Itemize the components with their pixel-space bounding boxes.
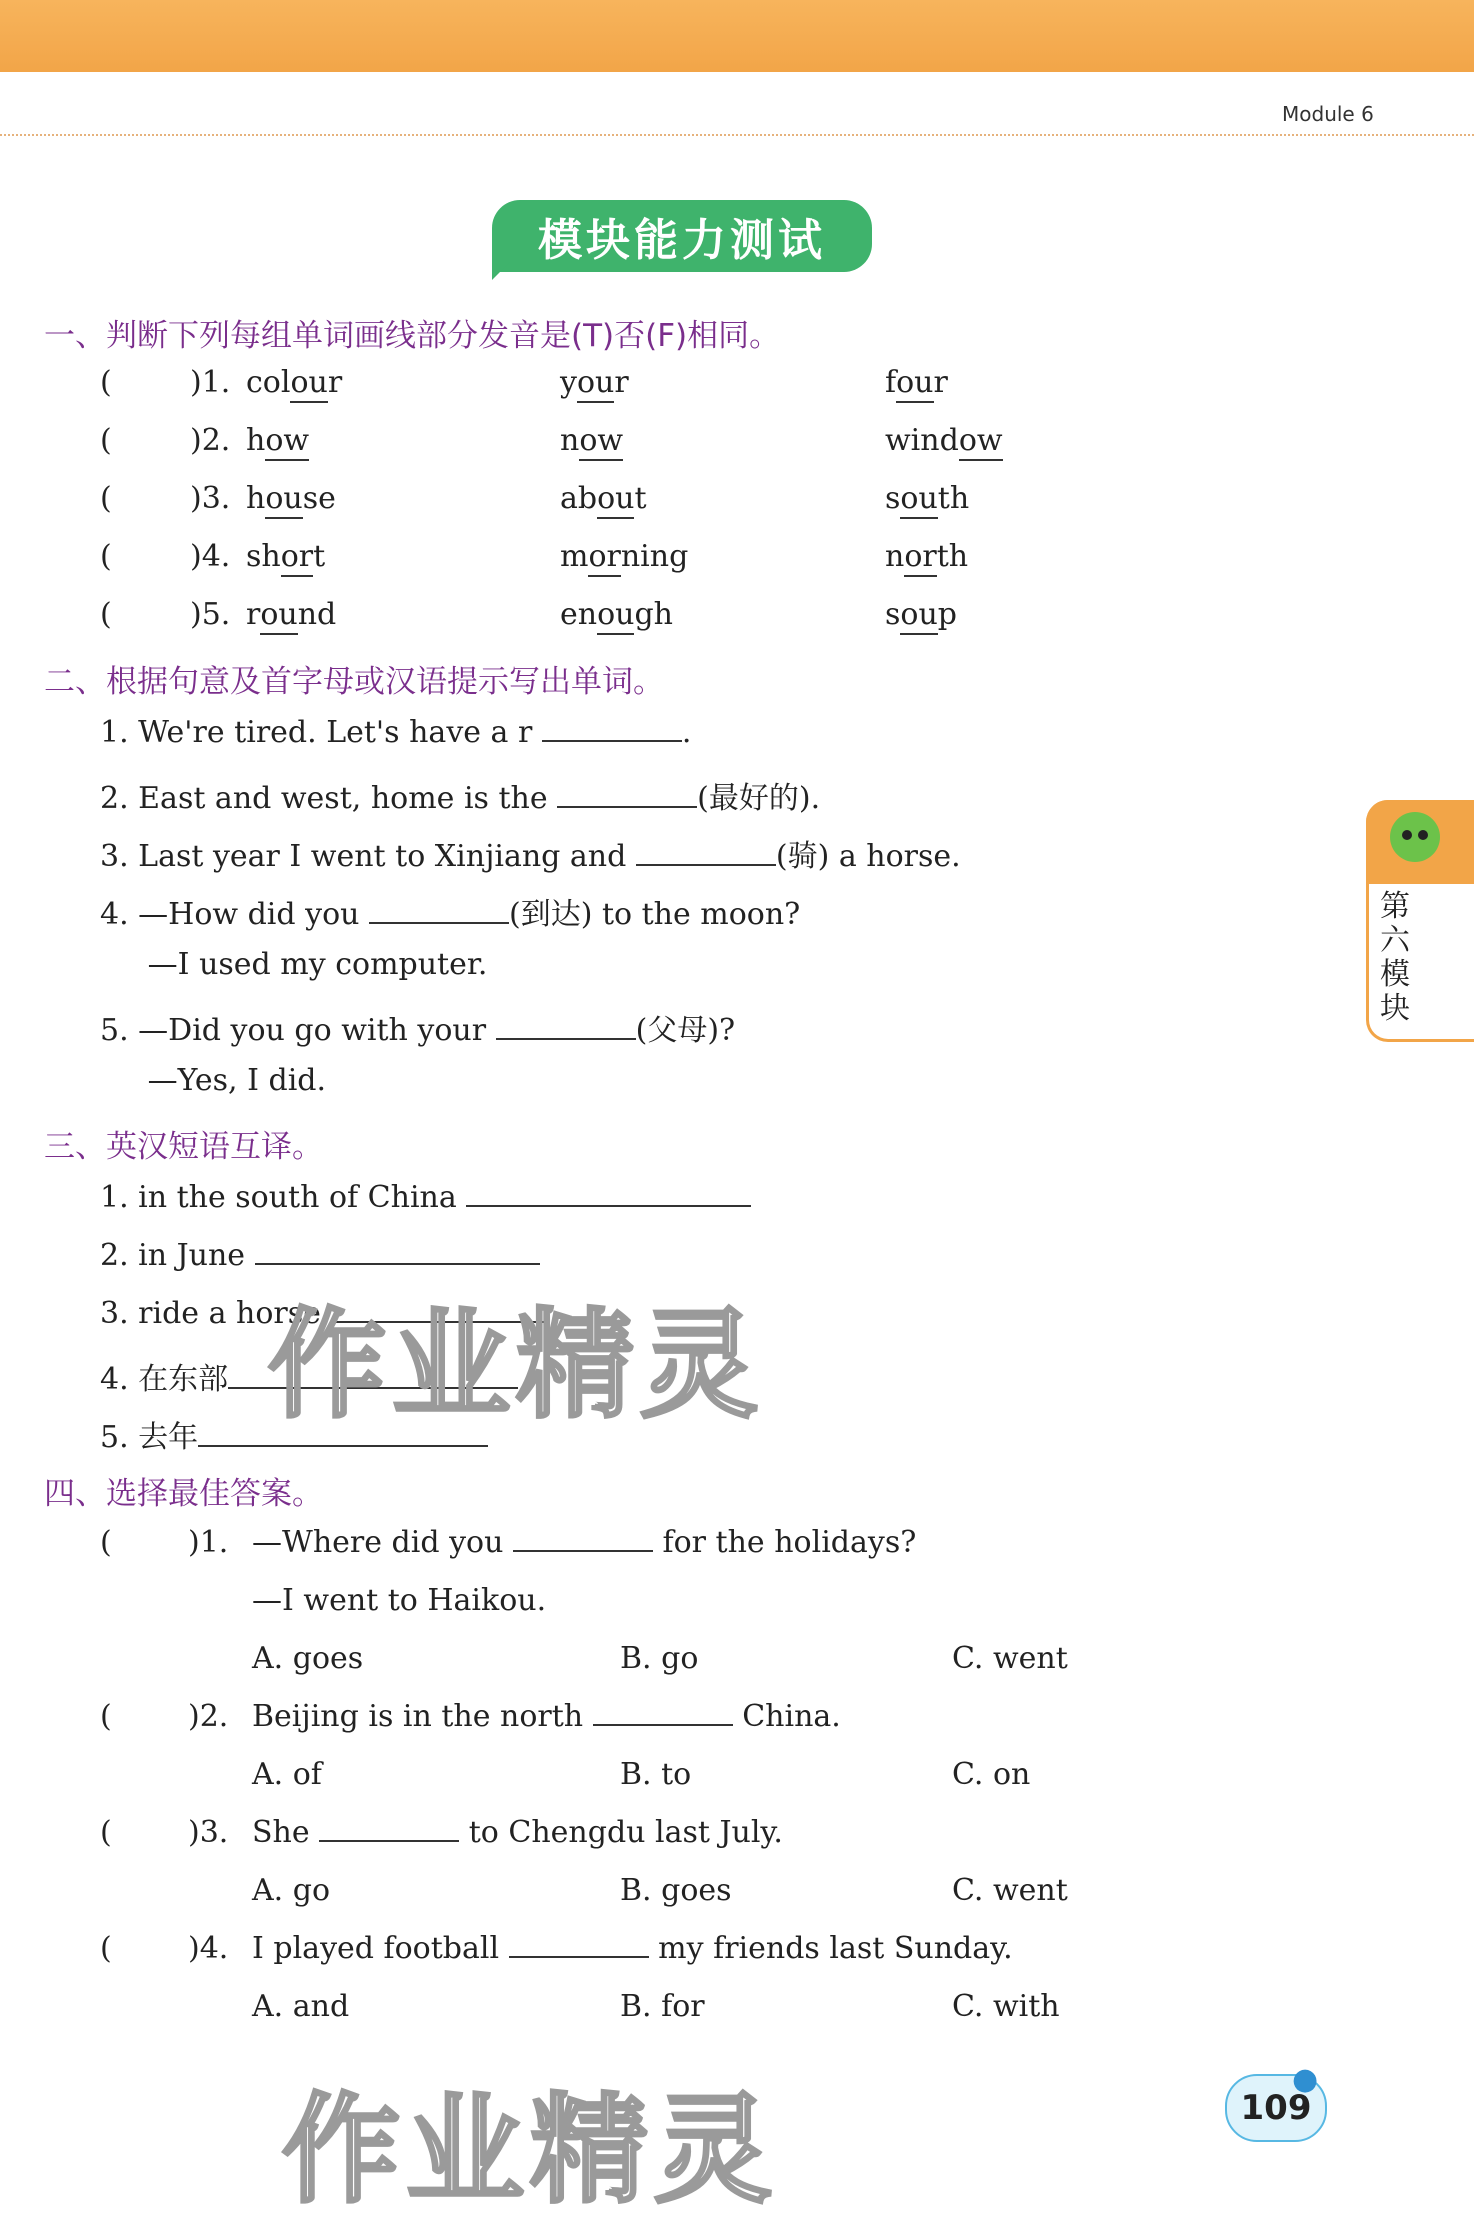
- option-c: C. went: [952, 1873, 1068, 1908]
- section3-heading: 三、英汉短语互译。: [44, 1129, 323, 1165]
- answer-blank[interactable]: [513, 1550, 653, 1552]
- mascot-icon: [1390, 812, 1440, 862]
- answer-blank[interactable]: [509, 1956, 649, 1958]
- list-item: 4. —How did you (到达) to the moon?: [100, 897, 801, 932]
- page-title: 模块能力测试: [538, 215, 826, 266]
- list-item: 3. ride a horse: [100, 1296, 550, 1331]
- answer-blank[interactable]: [255, 1263, 540, 1265]
- option-b: B. to: [620, 1757, 692, 1792]
- title-banner: [492, 200, 872, 272]
- answer-blank[interactable]: [319, 1840, 459, 1842]
- watermark: 作业精灵: [282, 2081, 779, 2219]
- module-label: Module 6: [1282, 102, 1374, 126]
- list-item: —I went to Haikou.: [252, 1583, 547, 1618]
- list-item: 4. 在东部: [100, 1354, 518, 1398]
- list-item: —I used my computer.: [100, 947, 488, 982]
- answer-blank[interactable]: [496, 1038, 636, 1040]
- top-banner-bar: [0, 0, 1474, 72]
- list-item: 1. in the south of China: [100, 1180, 751, 1215]
- page-number: 109: [1225, 2074, 1327, 2142]
- option-b: B. for: [620, 1989, 705, 2024]
- list-item: 5. —Did you go with your (父母)?: [100, 1013, 736, 1048]
- dotted-divider: [0, 134, 1474, 136]
- title-banner-tail: [492, 262, 510, 280]
- answer-blank[interactable]: [593, 1724, 733, 1726]
- list-item: —Yes, I did.: [100, 1063, 327, 1098]
- answer-blank[interactable]: [636, 864, 776, 866]
- option-b: B. go: [620, 1641, 699, 1676]
- list-item: 1. We're tired. Let's have a r .: [100, 715, 692, 750]
- section2-heading: 二、根据句意及首字母或汉语提示写出单词。: [44, 664, 664, 700]
- dolphin-icon: ●: [1292, 2062, 1319, 2097]
- section1-heading: 一、判断下列每组单词画线部分发音是(T)否(F)相同。: [44, 318, 781, 354]
- option-c: C. with: [952, 1989, 1060, 2024]
- option-a: A. goes: [252, 1641, 364, 1676]
- option-c: C. went: [952, 1641, 1068, 1676]
- answer-blank[interactable]: [542, 740, 682, 742]
- option-b: B. goes: [620, 1873, 732, 1908]
- option-a: A. and: [252, 1989, 350, 2024]
- list-item: 2. in June: [100, 1238, 540, 1273]
- answer-blank[interactable]: [557, 806, 697, 808]
- answer-blank[interactable]: [198, 1445, 488, 1447]
- list-item: 3. Last year I went to Xinjiang and (骑) a horse.: [100, 839, 961, 874]
- option-a: A. go: [252, 1873, 331, 1908]
- watermark: 作业精灵: [268, 1296, 765, 1434]
- list-item: 5. 去年: [100, 1412, 488, 1456]
- option-c: C. on: [952, 1757, 1031, 1792]
- chapter-tab-label: 第六模块: [1380, 889, 1410, 1026]
- answer-blank[interactable]: [466, 1205, 751, 1207]
- answer-blank[interactable]: [369, 922, 509, 924]
- list-item: 2. East and west, home is the (最好的).: [100, 781, 821, 816]
- section4-heading: 四、选择最佳答案。: [44, 1476, 323, 1512]
- option-a: A. of: [252, 1757, 322, 1792]
